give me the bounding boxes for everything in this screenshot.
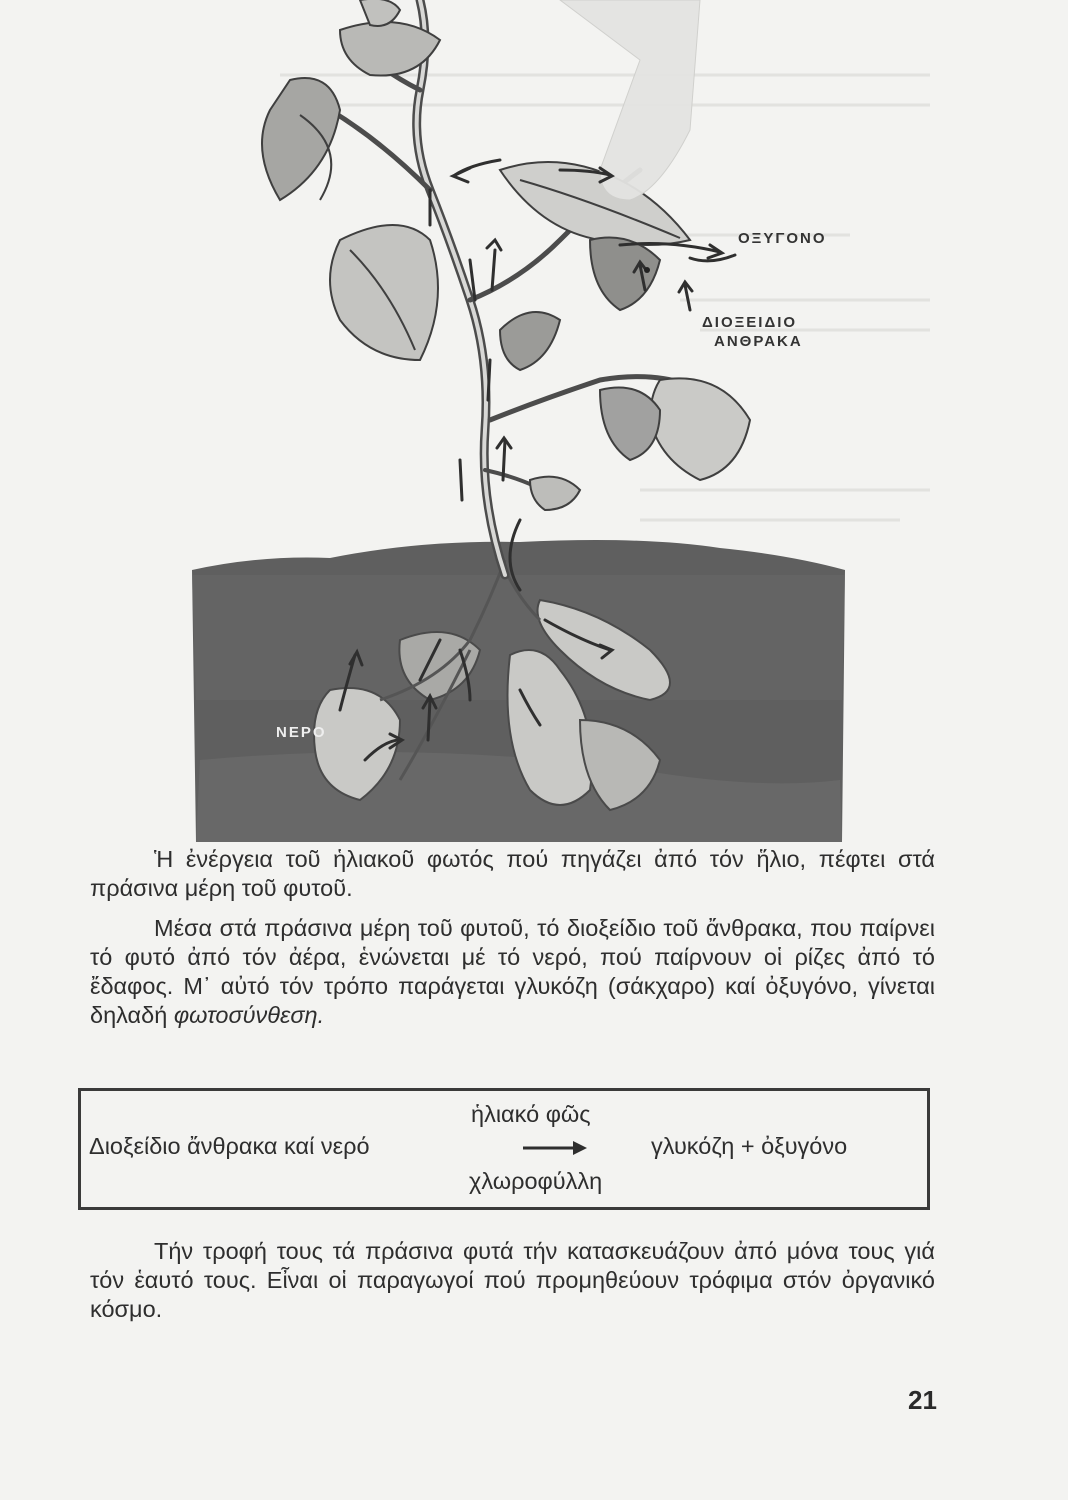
paragraph-photosynthesis (90, 914, 935, 1030)
equation-reactants: Διοξείδιο ἄνθρακα καί νερό (89, 1133, 370, 1159)
carbon-dioxide-label-line1: ΔΙΟΞΕΙΔΙΟ (702, 314, 798, 331)
paragraph-light-energy (90, 845, 935, 903)
equation-products: γλυκόζη + ὀξυγόνο (651, 1133, 848, 1159)
carbon-dioxide-label-line2: ΑΝΘΡΑΚΑ (714, 333, 803, 350)
oxygen-label: ΟΞΥΓΟΝΟ (738, 230, 827, 247)
equation-condition-light: ἡλιακό φῶς (471, 1101, 591, 1127)
paragraph-2-text: Μέσα στά πράσινα μέρη τοῦ φυτοῦ, τό διοξείδιο τοῦ ἄνθρακα, που παίρνει τό φυτό ἀπό τόν ἀέρα, ἑνώνεται μέ τό νερό, πού παίρνουν οἱ ρίζες ἀπό τό ἔδαφος. Μ᾽ αὐτό τόν τρόπο παράγεται γλυκόζη (σάκχαρο) καί ὀξυγόνο, γίνεται δηλαδή (90, 915, 935, 1028)
paragraph-1-text: Ἡ ἐνέργεια τοῦ ἡλιακοῦ φωτός πού πηγάζει ἀπό τόν ἥλιο, πέφτει στά πράσινα μέρη τοῦ φυτοῦ. (90, 846, 935, 901)
photosynthesis-term: φωτοσύνθεση. (173, 1002, 325, 1028)
paragraph-producers (90, 1237, 935, 1324)
photosynthesis-equation-box (78, 1088, 930, 1210)
reaction-arrow-icon (521, 1139, 591, 1157)
equation-condition-chlorophyll: χλωροφύλλη (469, 1168, 603, 1194)
paragraph-3-text: Τήν τροφή τους τά πράσινα φυτά τήν κατασκευάζουν ἀπό μόνα τους γιά τόν ἑαυτό τους. Εἶναι οἱ παραγωγοί πού προμηθεύουν τρόφιμα στόν ὀργανικό κόσμο. (90, 1238, 935, 1322)
page-number: 21 (908, 1385, 937, 1415)
water-label: ΝΕΡΟ (276, 724, 327, 741)
